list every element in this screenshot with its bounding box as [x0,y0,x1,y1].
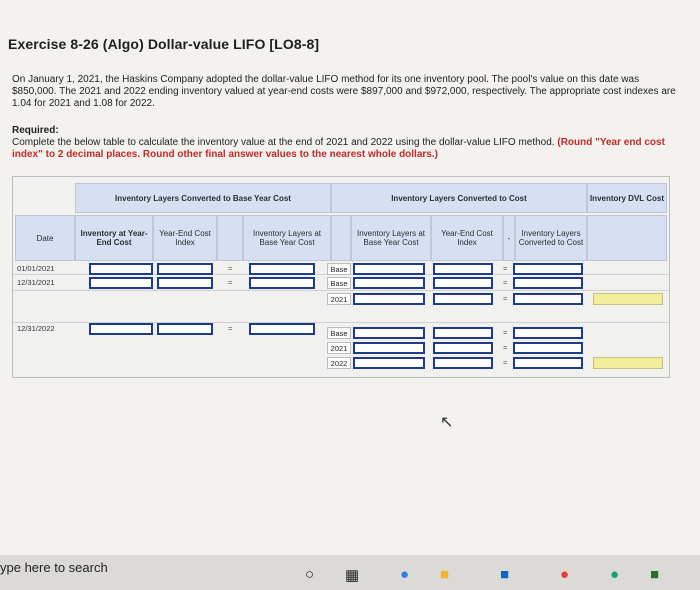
required-label: Required: [12,125,59,136]
layer-label-5: 2021 [327,342,351,354]
layer-label-4: Base [327,327,351,339]
header-group-converted-cost: Inventory Layers Converted to Cost [331,183,587,213]
date-row-1: 01/01/2021 [17,264,55,273]
input-layer-index-r4[interactable] [433,327,493,339]
col-year-end-cost-index: Year-End Cost Index [153,215,217,261]
problem-paragraph: On January 1, 2021, the Haskins Company adopted the dollar-value LIFO method for its one inventory pool. The pool's value on this date was $850,000. The 2021 and 2022 ending inventory valued at year-end costs were $897,000 and $972,000, respectively. The appropriate cost indexes are 1.04 for 2021 and 1.08 for 2022. [12,74,676,109]
required-text: Complete the below table to calculate the inventory value at the end of 2021 and 2022 using the dollar-value LIFO method. (Round "Year end cost index" to 2 decimal places. Round other final answer values to the nearest whole dollars.) [12,137,665,160]
equals-sign: = [503,343,508,352]
col-inventory-year-end-cost: Inventory at Year-End Cost [75,215,153,261]
header-group-dvl-cost: Inventory DVL Cost [587,183,667,213]
file-explorer-icon[interactable]: ■ [440,566,450,583]
equals-sign: = [228,278,233,287]
input-layer-cost-r1[interactable] [513,263,583,275]
input-base-cost-2021-01[interactable] [249,263,315,275]
col-dvl-blank [587,215,667,261]
excel-icon[interactable]: ■ [650,566,660,583]
equals-sign: = [503,294,508,303]
input-layer-cost-r6[interactable] [513,357,583,369]
input-layer-index-r2[interactable] [433,277,493,289]
col-year-end-index-2: Year-End Cost Index [431,215,503,261]
input-index-2022-12[interactable] [157,323,213,335]
equals-sign: = [503,358,508,367]
input-dvl-cost-2022[interactable] [593,357,663,369]
equals-sign: = [503,328,508,337]
input-layer-base-r5[interactable] [353,342,425,354]
input-layer-base-r1[interactable] [353,263,425,275]
edge-icon[interactable]: ● [400,566,410,583]
task-view-icon[interactable]: ▦ [345,567,360,584]
input-layer-cost-r4[interactable] [513,327,583,339]
layer-label-6: 2022 [327,357,351,369]
mail-icon[interactable]: ■ [500,566,510,583]
col-blank-2 [331,215,351,261]
equals-sign: = [503,264,508,273]
input-layer-base-r4[interactable] [353,327,425,339]
input-base-cost-2021-12[interactable] [249,277,315,289]
input-layer-base-r2[interactable] [353,277,425,289]
date-row-2: 12/31/2021 [17,278,55,287]
date-row-3: 12/31/2022 [17,324,55,333]
input-base-cost-2022-12[interactable] [249,323,315,335]
col-layers-converted-cost: Inventory Layers Converted to Cost [515,215,587,261]
app-icon[interactable]: ● [610,566,620,583]
equals-sign: = [228,324,233,333]
input-layer-index-r6[interactable] [433,357,493,369]
input-inv-ye-2021-01[interactable] [89,263,153,275]
input-layer-cost-r3[interactable] [513,293,583,305]
layer-label-2: Base [327,277,351,289]
chrome-icon[interactable]: ● [560,566,570,583]
input-layer-base-r3[interactable] [353,293,425,305]
taskbar-search[interactable]: ype here to search [0,560,108,575]
equals-sign: = [228,264,233,273]
col-layers-base-cost-2: Inventory Layers at Base Year Cost [351,215,431,261]
input-inv-ye-2021-12[interactable] [89,277,153,289]
input-dvl-cost-2021[interactable] [593,293,663,305]
col-layers-base-year: Inventory Layers at Base Year Cost [243,215,331,261]
dollar-value-lifo-table [12,176,670,378]
input-index-2021-12[interactable] [157,277,213,289]
input-layer-index-r3[interactable] [433,293,493,305]
col-eq: - [503,215,515,261]
layer-label-1: Base [327,263,351,275]
input-layer-cost-r5[interactable] [513,342,583,354]
input-layer-index-r5[interactable] [433,342,493,354]
mouse-cursor-icon: ↖ [440,414,454,431]
col-blank-1 [217,215,243,261]
exercise-title: Exercise 8-26 (Algo) Dollar-value LIFO [LO8-8] [8,36,320,52]
col-date: Date [15,215,75,261]
input-layer-base-r6[interactable] [353,357,425,369]
input-layer-index-r1[interactable] [433,263,493,275]
layer-label-3: 2021 [327,293,351,305]
input-inv-ye-2022-12[interactable] [89,323,153,335]
input-index-2021-01[interactable] [157,263,213,275]
cortana-icon[interactable]: ○ [305,566,315,583]
header-group-base-year: Inventory Layers Converted to Base Year Cost [75,183,331,213]
input-layer-cost-r2[interactable] [513,277,583,289]
equals-sign: = [503,278,508,287]
